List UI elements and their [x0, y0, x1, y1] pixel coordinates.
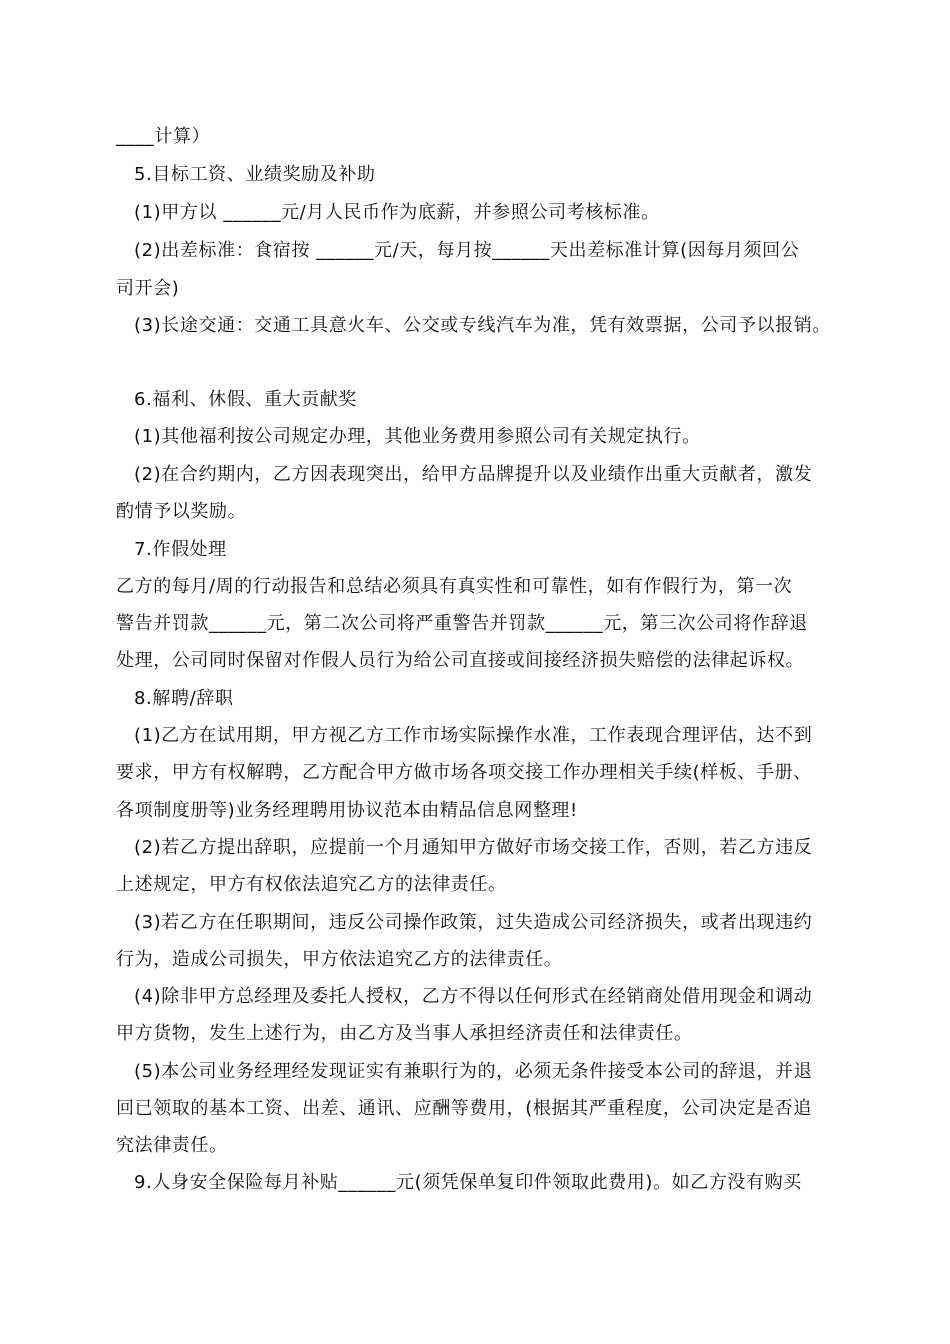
text-line: ____计算） [116, 126, 211, 147]
text-line: 行为，造成公司损失，甲方依法追究乙方的法律责任。 [116, 949, 563, 970]
text-line: (1)乙方在试用期，甲方视乙方工作市场实际操作水准，工作表现合理评估，达不到 [134, 725, 813, 746]
text-line: 甲方货物，发生上述行为，由乙方及当事人承担经济责任和法律责任。 [116, 1023, 693, 1044]
text-line: 处理，公司同时保留对作假人员行为给公司直接或间接经济损失赔偿的法律起诉权。 [116, 650, 805, 671]
text-line: 究法律责任。 [116, 1135, 228, 1156]
section-heading: 6.福利、休假、重大贡献奖 [134, 389, 357, 410]
section-heading: 7.作假处理 [134, 539, 227, 560]
text-line: 乙方的每月/周的行动报告和总结必须具有真实性和可靠性，如有作假行为，第一次 [116, 576, 793, 597]
text-line: (2)若乙方提出辞职，应提前一个月通知甲方做好市场交接工作，否则，若乙方违反 [134, 837, 813, 858]
text-line: (2)在合约期内，乙方因表现突出，给甲方品牌提升以及业绩作出重大贡献者，激发 [134, 464, 813, 485]
text-line: 回已领取的基本工资、出差、通讯、应酬等费用，(根据其严重程度，公司决定是否追 [116, 1098, 812, 1119]
section-heading: 5.目标工资、业绩奖励及补助 [134, 164, 376, 185]
text-line: 警告并罚款______元，第二次公司将严重警告并罚款______元，第三次公司将作辞退 [116, 613, 808, 634]
text-line: 要求，甲方有权解聘，乙方配合甲方做市场各项交接工作办理相关手续(样板、手册、 [116, 762, 812, 783]
text-line: (2)出差标准：食宿按 ______元/天，每月按______天出差标准计算(因每月须回公 [134, 240, 800, 261]
text-line: (5)本公司业务经理经发现证实有兼职行为的，必须无条件接受本公司的辞退，并退 [134, 1061, 813, 1082]
text-line: (3)若乙方在任职期间，违反公司操作政策，过失造成公司经济损失，或者出现违约 [134, 912, 813, 933]
text-line: (1)甲方以 ______元/月人民币作为底薪，并参照公司考核标准。 [134, 202, 660, 223]
section-heading: 8.解聘/辞职 [134, 688, 234, 709]
text-line: 各项制度册等)业务经理聘用协议范本由精品信息网整理! [116, 800, 578, 821]
text-line: (1)其他福利按公司规定办理，其他业务费用参照公司有关规定执行。 [134, 426, 701, 447]
text-line: (3)长途交通：交通工具意火车、公交或专线汽车为准，凭有效票据，公司予以报销。 [134, 315, 831, 336]
text-line: (4)除非甲方总经理及委托人授权，乙方不得以任何形式在经销商处借用现金和调动 [134, 986, 813, 1007]
text-line: 司开会) [116, 278, 180, 299]
text-line: 上述规定，甲方有权依法追究乙方的法律责任。 [116, 874, 507, 895]
section-heading: 9.人身安全保险每月补贴______元(须凭保单复印件领取此费用)。如乙方没有购买 [134, 1172, 802, 1193]
text-line: 酌情予以奖励。 [116, 501, 247, 522]
